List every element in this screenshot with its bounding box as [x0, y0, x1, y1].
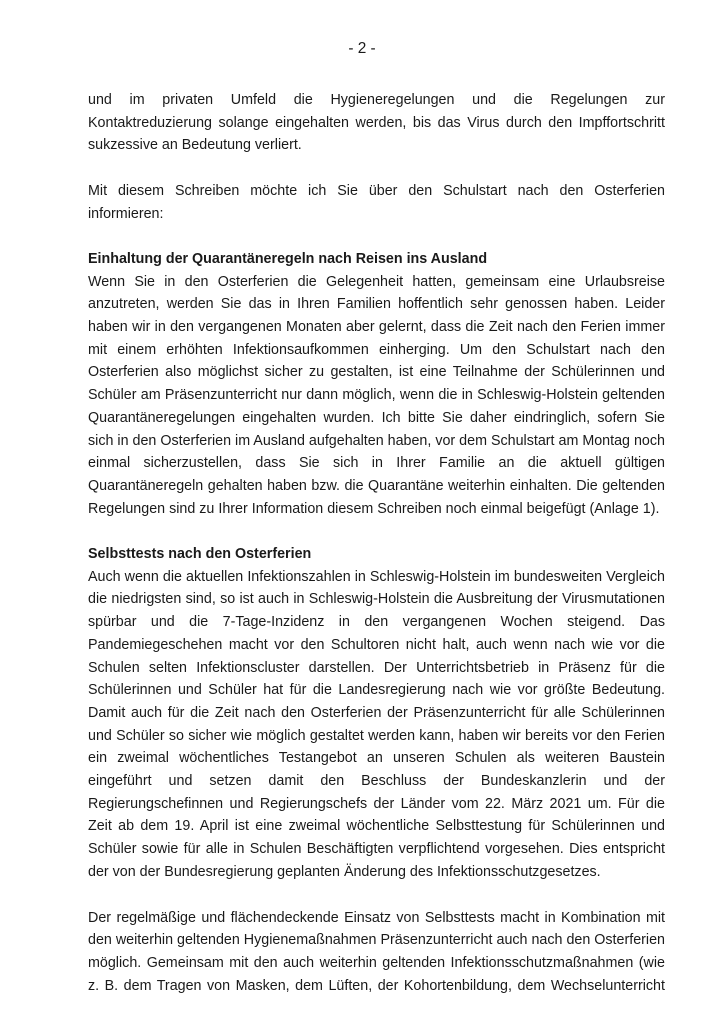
intro-paragraph: und im privaten Umfeld die Hygieneregelungen und die Regelungen zur Kontaktreduzierung solange eingehalten werden, bis das Virus durch den Impffortschritt sukzessive an Bedeutung verliert.	[88, 92, 665, 154]
page-number: - 2 -	[348, 40, 376, 57]
section-heading-quarantine: Einhaltung der Quarantäneregeln nach Reisen ins Ausland	[88, 250, 488, 267]
section-heading-selftests: Selbsttests nach den Osterferien	[88, 546, 312, 563]
intro-sentence: Mit diesem Schreiben möchte ich Sie über den Schulstart nach den Osterferien informieren:	[88, 182, 665, 222]
closing-paragraph: Der regelmäßige und flächendeckende Einsatz von Selbsttests macht in Kombination mit den weiterhin geltenden Hygienemaßnahmen Präsenzunterricht auch nach den Osterferien möglich. Gemeinsam mit den auch weiterhin geltenden Infektionsschutzmaßnahmen (wie z. B. dem Tragen von Masken, dem Lüften, der Kohortenbildung, dem Wechselunterricht	[88, 909, 665, 994]
document-body	[88, 89, 665, 997]
section-body-selftests: Auch wenn die aktuellen Infektionszahlen in Schleswig-Holstein im bundesweiten Vergleich die niedrigsten sind, so ist auch in Schleswig-Holstein die Ausbreitung der Virusmutationen spürbar und die 7-Tage-Inzidenz in den vergangenen Wochen steigend. Das Pandemiegeschehen macht vor den Schultoren nicht halt, auch wenn nach wie vor die Schulen selten Infektionscluster darstellen. Der Unterrichtsbetrieb in Präsenz für die Schülerinnen und Schüler hat für die Landesregierung nach wie vor größte Bedeutung. Damit auch für die Zeit nach den Osterferien der Präsenzunterricht für alle Schülerinnen und Schüler so sicher wie möglich gestaltet werden kann, haben wir bereits vor den Ferien ein zweimal wöchentliches Testangebot an unseren Schulen als weiteren Baustein eingeführt und setzen damit den Beschluss der Bundeskanzlerin und der Regierungschefinnen und Regierungschefs der Länder vom 22. März 2021 um. Für die Zeit ab dem 19. April ist eine zweimal wöchentliche Selbsttestung für Schülerinnen und Schüler sowie für alle in Schulen Beschäftigten verpflichtend vorgesehen. Dies entspricht der von der Bundesregierung geplanten Änderung des Infektionsschutzgesetzes.	[88, 568, 665, 880]
section-body-quarantine: Wenn Sie in den Osterferien die Gelegenheit hatten, gemeinsam eine Urlaubsreise anzutreten, werden Sie das in Ihren Familien hoffentlich sehr genossen haben. Leider haben wir in den vergangenen Monaten aber gelernt, dass die Zeit nach den Ferien immer mit einem erhöhten Infektionsaufkommen einherging. Um den Schulstart nach den Osterferien also möglichst sicher zu gestalten, ist eine Teilnahme der Schülerinnen und Schüler am Präsenzunterricht nur dann möglich, wenn die in Schleswig-Holstein geltenden Quarantäneregelungen eingehalten wurden. Ich bitte Sie daher eindringlich, sofern Sie sich in den Osterferien im Ausland aufgehalten haben, vor dem Schulstart am Montag noch einmal sicherzustellen, dass Sie sich in Ihrer Familie an die aktuell gültigen Quarantäneregeln gehalten haben bzw. die Quarantäne weiterhin einhalten. Die geltenden Regelungen sind zu Ihrer Information diesem Schreiben noch einmal beigefügt (Anlage 1).	[88, 273, 665, 517]
